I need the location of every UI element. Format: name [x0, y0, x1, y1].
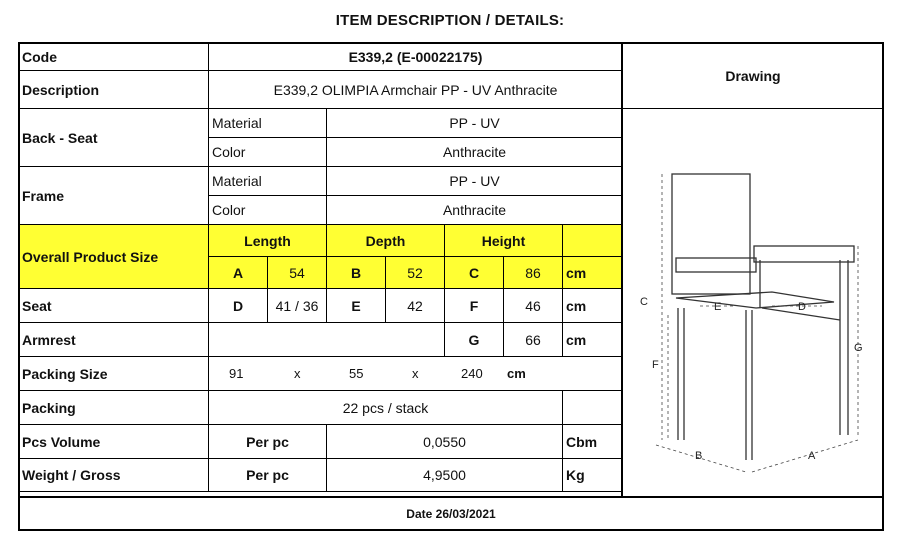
packing-x-2: x: [412, 365, 419, 381]
packing-label: Packing: [19, 391, 209, 425]
overall-unit: cm: [563, 257, 623, 289]
dim-b-value: 52: [386, 257, 445, 289]
dim-f-value: 46: [504, 289, 563, 323]
dim-f-letter: F: [445, 289, 504, 323]
packing-size-label: Packing Size: [19, 357, 209, 391]
dim-d-value: 41 / 36: [268, 289, 327, 323]
dim-g-letter: G: [445, 323, 504, 357]
packing-width: 55: [349, 365, 364, 381]
pcs-volume-per: Per pc: [209, 425, 327, 459]
diagram-label-f: F: [652, 359, 659, 371]
dim-c-letter: C: [445, 257, 504, 289]
weight-unit: Kg: [563, 459, 623, 492]
back-seat-material: PP - UV: [327, 109, 623, 138]
overall-size-label: Overall Product Size: [19, 225, 209, 289]
depth-header: Depth: [327, 225, 445, 257]
packing-x-1: x: [294, 365, 301, 381]
seat-label: Seat: [19, 289, 209, 323]
back-seat-color-label: Color: [209, 138, 327, 167]
armrest-label: Armrest: [19, 323, 209, 357]
dim-a-letter: A: [209, 257, 268, 289]
diagram-label-g: G: [854, 342, 863, 354]
back-seat-material-label: Material: [209, 109, 327, 138]
seat-unit: cm: [563, 289, 623, 323]
diagram-label-e: E: [714, 301, 722, 313]
drawing-label: Drawing: [622, 44, 884, 109]
back-seat-label: Back - Seat: [19, 109, 209, 167]
pcs-volume-value: 0,0550: [327, 425, 563, 459]
description-label: Description: [19, 71, 209, 109]
dim-b-letter: B: [327, 257, 386, 289]
back-seat-color: Anthracite: [327, 138, 623, 167]
dim-a-value: 54: [268, 257, 327, 289]
diagram-label-c: C: [640, 296, 648, 308]
diagram-label-d: D: [798, 301, 806, 313]
length-header: Length: [209, 225, 327, 257]
dim-c-value: 86: [504, 257, 563, 289]
code-label: Code: [19, 43, 209, 71]
weight-value: 4,9500: [327, 459, 563, 492]
pcs-volume-label: Pcs Volume: [19, 425, 209, 459]
pcs-volume-unit: Cbm: [563, 425, 623, 459]
outer-frame: [18, 42, 884, 531]
description-value: E339,2 OLIMPIA Armchair PP - UV Anthracite: [209, 71, 623, 109]
diagram-label-a: A: [808, 450, 816, 462]
date-footer: Date 26/03/2021: [18, 496, 884, 531]
frame-color-label: Color: [209, 196, 327, 225]
frame-label: Frame: [19, 167, 209, 225]
dim-d-letter: D: [209, 289, 268, 323]
diagram-label-b: B: [695, 450, 703, 462]
packing-length: 91: [229, 365, 244, 381]
packing-unit: cm: [507, 365, 526, 381]
weight-per: Per pc: [209, 459, 327, 492]
frame-material-label: Material: [209, 167, 327, 196]
packing-height: 240: [461, 365, 483, 381]
code-value: E339,2 (E-00022175): [209, 43, 623, 71]
armrest-unit: cm: [563, 323, 623, 357]
page-title: ITEM DESCRIPTION / DETAILS:: [335, 12, 565, 29]
frame-material: PP - UV: [327, 167, 623, 196]
weight-label: Weight / Gross: [19, 459, 209, 492]
height-header: Height: [445, 225, 563, 257]
packing-value: 22 pcs / stack: [209, 391, 563, 425]
dim-g-value: 66: [504, 323, 563, 357]
dim-e-value: 42: [386, 289, 445, 323]
dim-e-letter: E: [327, 289, 386, 323]
frame-color: Anthracite: [327, 196, 623, 225]
